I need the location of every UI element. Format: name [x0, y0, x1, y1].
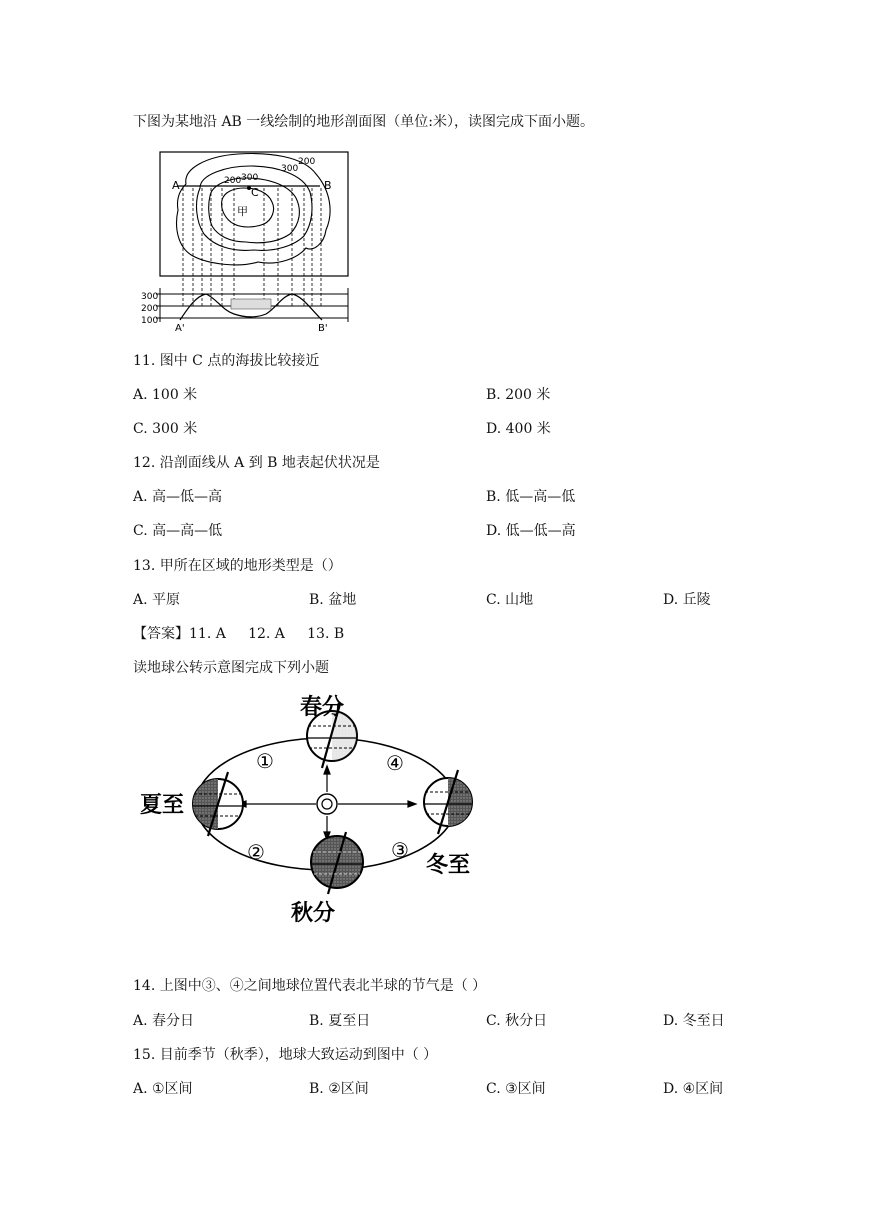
q12-option-b[interactable]: B. 低—高—低 [486, 489, 576, 505]
label-b-prime: B' [318, 323, 328, 334]
label-interval-2: ② [247, 840, 265, 864]
label-a: A [172, 179, 180, 192]
label-interval-3: ③ [391, 838, 409, 862]
label-a-prime: A' [175, 323, 185, 334]
question-11: 11. 图中 C 点的海拔比较接近 [133, 353, 320, 369]
q13-option-d[interactable]: D. 丘陵 [663, 592, 711, 608]
earth-winter-solstice [424, 770, 472, 834]
q13-option-c[interactable]: C. 山地 [486, 592, 534, 608]
label-c: C [251, 186, 259, 199]
label-interval-4: ④ [386, 751, 404, 775]
label-spring: 春分 [299, 695, 345, 720]
label-summer: 夏至 [139, 793, 185, 818]
label-b: B [324, 179, 332, 192]
projection-lines [183, 188, 321, 308]
q14-option-c[interactable]: C. 秋分日 [486, 1013, 548, 1029]
q11-option-d[interactable]: D. 400 米 [486, 421, 551, 437]
axis-300: 300 [141, 292, 159, 302]
q11-option-a[interactable]: A. 100 米 [133, 387, 198, 403]
axis-100: 100 [141, 316, 159, 326]
q11-option-c[interactable]: C. 300 米 [133, 421, 198, 437]
q14-option-b[interactable]: B. 夏至日 [309, 1013, 371, 1029]
label-300a: 300 [241, 173, 259, 183]
q14-option-d[interactable]: D. 冬至日 [663, 1013, 725, 1029]
profile-smudge [231, 299, 271, 309]
question-12: 12. 沿剖面线从 A 到 B 地表起伏状况是 [133, 455, 380, 471]
terrain-profile-figure [138, 148, 352, 334]
q13-option-a[interactable]: A. 平原 [133, 592, 181, 608]
answer-line: 【答案】11. A 12. A 13. B [133, 626, 345, 642]
q15-option-c[interactable]: C. ③区间 [486, 1081, 546, 1097]
q15-option-a[interactable]: A. ①区间 [133, 1081, 193, 1097]
label-interval-1: ① [256, 749, 274, 773]
earth-summer-solstice [193, 772, 243, 836]
earth-autumn-equinox [311, 832, 363, 894]
question-13: 13. 甲所在区域的地形类型是（） [133, 558, 342, 574]
label-300b: 300 [281, 164, 299, 174]
q12-option-a[interactable]: A. 高—低—高 [133, 489, 223, 505]
q12-option-d[interactable]: D. 低—低—高 [486, 523, 576, 539]
intro-text-1: 下图为某地沿 AB 一线绘制的地形剖面图（单位:米），读图完成下面小题。 [133, 114, 595, 130]
q15-option-b[interactable]: B. ②区间 [309, 1081, 369, 1097]
earth-revolution-figure [130, 686, 482, 926]
question-15: 15. 目前季节（秋季），地球大致运动到图中（ ） [133, 1047, 438, 1063]
map-frame [160, 152, 348, 276]
label-jia: 甲 [237, 205, 248, 218]
label-autumn: 秋分 [290, 901, 336, 926]
label-200a: 200 [224, 176, 242, 186]
q11-option-b[interactable]: B. 200 米 [486, 387, 551, 403]
q15-option-d[interactable]: D. ④区间 [663, 1081, 724, 1097]
q12-option-c[interactable]: C. 高—高—低 [133, 523, 223, 539]
intro-text-2: 读地球公转示意图完成下列小题 [133, 660, 329, 676]
question-14: 14. 上图中③、④之间地球位置代表北半球的节气是（ ） [133, 978, 487, 994]
label-200b: 200 [298, 157, 316, 167]
label-winter: 冬至 [425, 853, 471, 878]
q14-option-a[interactable]: A. 春分日 [133, 1013, 195, 1029]
axis-200: 200 [141, 304, 159, 314]
q13-option-b[interactable]: B. 盆地 [309, 592, 357, 608]
contour-outer [177, 154, 331, 265]
